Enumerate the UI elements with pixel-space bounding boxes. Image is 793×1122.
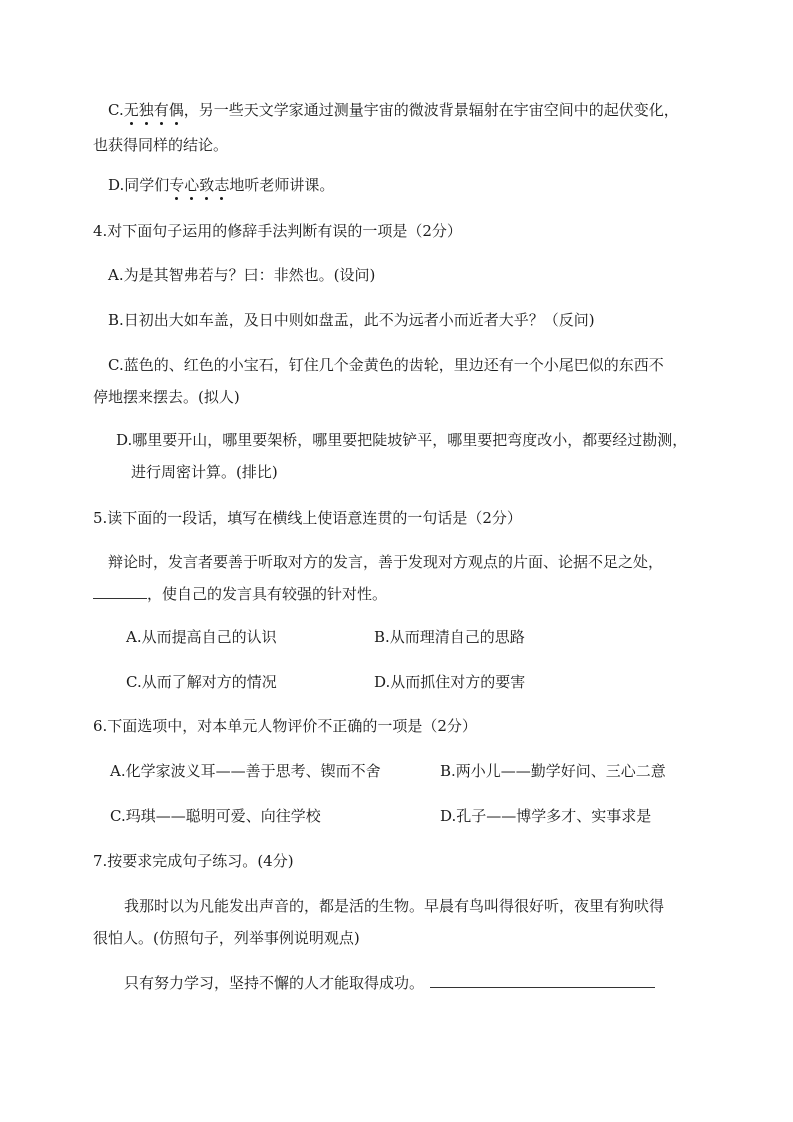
- q3-option-c-prefix: C.: [108, 101, 124, 119]
- q5-option-b: B.从而理清自己的思路: [374, 628, 525, 646]
- q3-option-d-text: 地听老师讲课。: [229, 176, 335, 194]
- q7-task-text: 只有努力学习，坚持不懈的人才能取得成功。: [124, 974, 425, 992]
- q5-option-c: C.从而了解对方的情况: [126, 673, 277, 691]
- q6-option-b: B.两小儿——勤学好问、三心二意: [440, 762, 666, 780]
- answer-blank[interactable]: [93, 584, 147, 599]
- q3-option-c-text: ，另一些天文学家通过测量宇宙的微波背景辐射在宇宙空间中的起伏变化，: [183, 101, 679, 119]
- q5-option-a: A.从而提高自己的认识: [126, 628, 277, 646]
- q5-passage-line2-text: ，使自己的发言具有较强的针对性。: [147, 585, 388, 603]
- q6-option-c: C.玛琪——聪明可爱、向往学校: [110, 807, 321, 825]
- q5-stem: 5.读下面的一段话，填写在横线上使语意连贯的一句话是（2分）: [93, 509, 522, 527]
- q3-option-d-prefix: D.同学们: [108, 176, 170, 194]
- q3-option-c-line2: 也获得同样的结论。: [93, 136, 229, 154]
- q6-stem: 6.下面选项中，对本单元人物评价不正确的一项是（2分）: [93, 717, 477, 735]
- q7-example-line2: 很怕人。(仿照句子，列举事例说明观点): [93, 929, 360, 947]
- emphasis-char: 致: [199, 176, 215, 194]
- q4-stem: 4.对下面句子运用的修辞手法判断有误的一项是（2分）: [93, 222, 462, 240]
- q4-option-b: B.日初出大如车盖，及日中则如盘盂，此不为远者小而近者大乎？（反问): [108, 311, 595, 329]
- q5-passage-line1: 辩论时，发言者要善于听取对方的发言，善于发现对方观点的片面、论据不足之处，: [108, 553, 664, 571]
- q4-option-d-line1: D.哪里要开山，哪里要架桥，哪里要把陡坡铲平，哪里要把弯度改小，都要经过勘测，: [116, 431, 688, 449]
- emphasis-char: 志: [214, 176, 230, 194]
- q6-option-d: D.孔子——博学多才、实事求是: [440, 807, 652, 825]
- answer-blank[interactable]: [430, 973, 655, 988]
- emphasis-char: 有: [153, 101, 169, 119]
- emphasis-char: 偶: [168, 101, 184, 119]
- q5-passage-line2: [93, 584, 387, 604]
- q3-option-d: [108, 175, 334, 195]
- emphasis-char: 独: [138, 101, 154, 119]
- q5-option-d: D.从而抓住对方的要害: [374, 673, 526, 691]
- q7-example-line1: 我那时以为凡能发出声音的，都是活的生物。早晨有鸟叫得很好听，夜里有狗吠得: [124, 897, 665, 915]
- q3-option-c-line1: [108, 100, 679, 120]
- q4-option-c-line2: 停地摆来摆去。(拟人): [93, 388, 240, 406]
- q4-option-d-line2: 进行周密计算。(排比): [131, 463, 278, 481]
- q4-option-a: A.为是其智弗若与？曰：非然也。(设问): [108, 266, 376, 284]
- emphasis-char: 无: [123, 101, 139, 119]
- q7-task: [124, 973, 655, 993]
- q4-option-c-line1: C.蓝色的、红色的小宝石，钉住几个金黄色的齿轮，里边还有一个小尾巴似的东西不: [108, 356, 664, 374]
- q7-stem: 7.按要求完成句子练习。(4分): [93, 852, 294, 870]
- q6-option-a: A.化学家波义耳——善于思考、锲而不舍: [110, 762, 381, 780]
- emphasis-char: 心: [184, 176, 200, 194]
- emphasis-char: 专: [169, 176, 185, 194]
